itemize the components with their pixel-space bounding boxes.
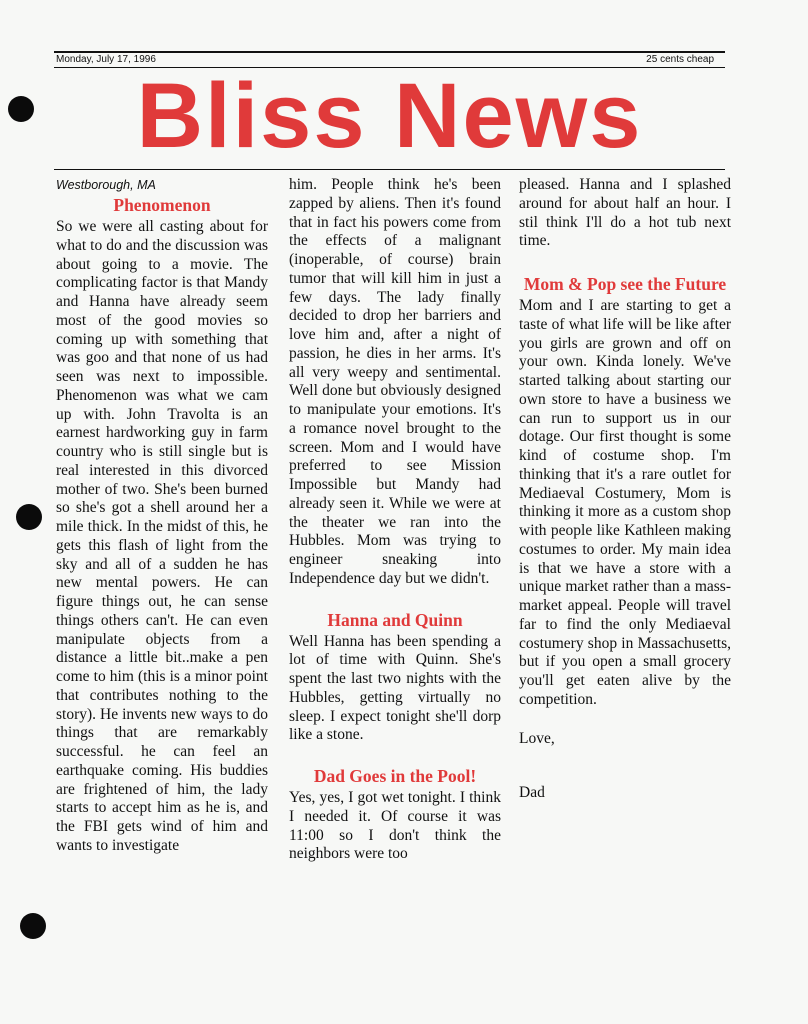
letter-closing: Love,	[519, 729, 555, 747]
issue-date: Monday, July 17, 1996	[56, 54, 156, 65]
article-heading-phenomenon: Phenomenon	[113, 195, 211, 215]
letter-signature: Dad	[519, 784, 545, 802]
article-body-pool-continued: pleased. Hanna and I splashed around for about half an hour. I stil think I'll do a hot tub next time.	[519, 176, 731, 250]
article-heading-hanna-quinn: Hanna and Quinn	[327, 609, 463, 630]
article-body-mom-pop: Mom and I are starting to get a taste of what life will be like after you girls are grown and off on your own. Kinda lonely. We've started talking about starting our own store to have a business we can run to support us in our dotage. Our first thought is some kind of costume shop. I'm thinking that it's a rare outlet for Mediaeval Costumery, Mom is thinking it more as a custom shop with people like Kathleen making costumes to order. My main idea is that we have a store with a unique market rather than a mass-market appeal. People will travel far to find the only Mediaeval costumery shop in Massachusetts, but if you open a small grocery you'll get eaten alive by the competition.	[519, 297, 731, 708]
article-body-hanna-quinn: Well Hanna has been spending a lot of time with Quinn. She's spent the last two nights with the Hubbles, getting virtually no sleep. I expect tonight she'll dorp like a stone.	[289, 632, 501, 744]
issue-price: 25 cents cheap	[646, 54, 714, 65]
masthead-rule	[54, 169, 725, 170]
article-heading-mom-pop: Mom & Pop see the Future	[523, 274, 727, 294]
binder-hole-bottom	[20, 913, 46, 939]
article-heading-pool: Dad Goes in the Pool!	[313, 766, 477, 786]
article-body-phenomenon-continued: him. People think he's been zapped by aliens. Then it's found that in fact his powers come from the effects of a malignant (inoperable, of course) brain tumor that will kill him in just a few days. The lady finally decided to drop her barriers and love him and, after a night of passion, he dies in her arms. It's all very weepy and sentimental. Well done but obviously designed to manipulate your emotions. It's a romance novel brought to the screen. Mom and I would have preferred to see Mission Impossible but Mandy had already seen it. While we were at the theater we ran into the Hubbles. Mom was trying to engineer sneaking into Independence day but we didn't.	[289, 176, 501, 587]
binder-hole-middle	[16, 504, 42, 530]
dateline: Westborough, MA	[56, 178, 156, 192]
column-3	[519, 176, 731, 803]
column-1	[56, 176, 268, 856]
binder-hole-top	[8, 96, 34, 122]
top-rule	[54, 51, 725, 53]
article-body-phenomenon: So we were all casting about for what to do and the discussion was about going to a movie. The complicating factor is that Mandy and Hanna have already seem most of the good movies so coming up with something that was goo and that none of us had seen was next to impossible. Phenomenon was what we cam up with. John Travolta is an earnest hardworking guy in farm country who is still single but is real interested in this divorced mother of two. She's been burned so she's got a shell around her a mile thick. In the midst of this, he gets this flash of light from the sky and all of a sudden he has new mental powers. He can figure things out, he can sense things others can't. He can even manipulate objects from a distance a little bit..make a pen come to him (this is a minor point that contributes nothing to the story). He invents new ways to do things that are remarkably successful. he can feel an earthquake coming. His buddies are frightened of him, the lady starts to accept him as he is, and the FBI gets wind of him and wants to investigate	[56, 218, 268, 854]
column-2	[289, 176, 501, 864]
article-body-pool: Yes, yes, I got wet tonight. I think I needed it. Of course it was 11:00 so I don't think the neighbors were too	[289, 789, 501, 863]
masthead-title: Bliss News	[136, 65, 643, 167]
